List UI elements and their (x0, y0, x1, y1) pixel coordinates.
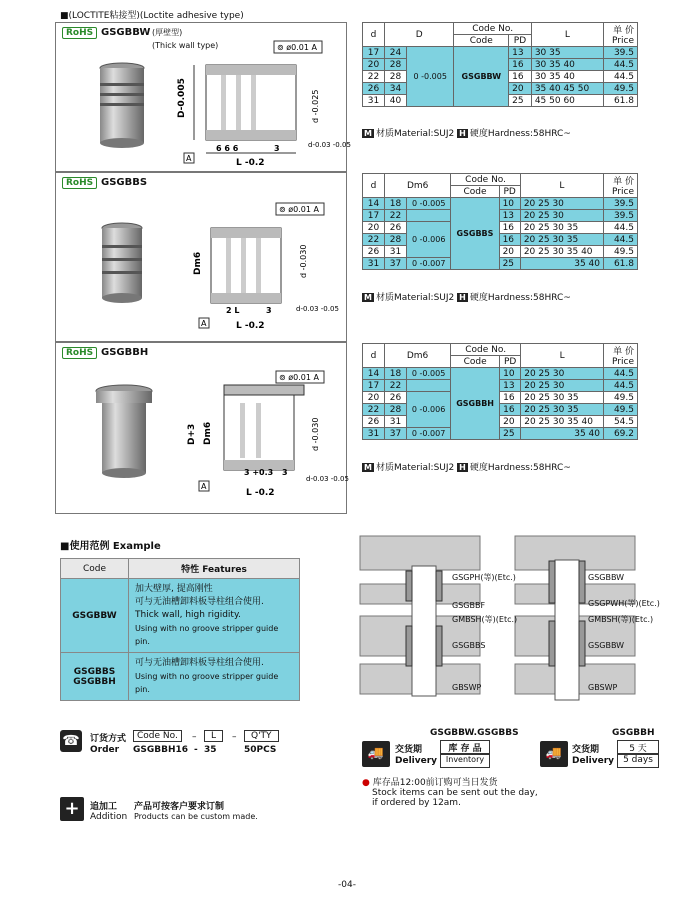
col-Dm: Dm6 (385, 344, 451, 368)
cell-pd: 16 (500, 404, 521, 416)
cell-pd: 16 (499, 222, 520, 234)
svg-text:⊚ ø0.01 A: ⊚ ø0.01 A (277, 43, 317, 52)
cell-D: 40 (385, 95, 407, 107)
price-cn: 单 价 (613, 347, 634, 357)
delivery1-label-en: Delivery (395, 756, 438, 766)
cell-D: 26 (385, 222, 407, 234)
svg-text:A: A (201, 482, 207, 491)
cell-pd: 25 (499, 258, 520, 270)
product-panel-gsgbbs (55, 172, 347, 342)
col-L: L (521, 344, 604, 368)
delivery2-value-cn: 5 天 (617, 740, 659, 754)
phone-icon: ☎ (60, 730, 82, 752)
col-code-no: Code No. (454, 23, 531, 35)
cell-D: 18 (385, 368, 407, 380)
col-price (604, 344, 638, 368)
material-note-1: M 材质Material:SUJ2 H 硬度Hardness:58HRC~ (364, 129, 571, 139)
cell-L: 20 25 30 35 (520, 222, 603, 234)
cell-pd: 25 (509, 95, 532, 107)
addition-text-cn: 产品可按客户要求订制 (134, 802, 225, 812)
price-cn: 单 价 (613, 26, 634, 36)
cell-price: 44.5 (604, 234, 638, 246)
feature-line: Using with no groove stripper guide pin. (135, 672, 279, 694)
feature-line: 加大壁厚, 提高刚性 (135, 584, 213, 594)
cell-D: 31 (385, 416, 407, 428)
cell-d: 17 (363, 47, 385, 59)
price-en: Price (612, 357, 634, 367)
price-en: Price (612, 36, 634, 46)
cell-tol: 0 -0.005 (407, 198, 451, 210)
feature-line: 可与无油槽卸料板导柱组合使用. (135, 597, 264, 607)
svg-text:3: 3 (282, 468, 288, 477)
cell-price: 49.5 (604, 83, 638, 95)
cell-pd: 16 (509, 71, 532, 83)
hardness-text: 硬度Hardness:58HRC~ (469, 293, 571, 303)
cell-L: 30 35 40 (531, 59, 603, 71)
product-code: GSGBBW (101, 27, 151, 38)
delivery1-value-en: Inventory (440, 754, 490, 768)
cell-pd: 10 (499, 198, 520, 210)
col-pd: PD (500, 356, 521, 368)
cell-d: 26 (363, 246, 385, 258)
cell-D: 28 (385, 71, 407, 83)
cell-L: 20 25 30 (520, 198, 603, 210)
col-pd: PD (499, 186, 520, 198)
stock-note-line3: if ordered by 12am. (372, 798, 461, 808)
cell-L: 35 40 (521, 428, 604, 440)
cell-L: 20 25 30 35 (520, 234, 603, 246)
svg-text:3: 3 (274, 144, 280, 153)
cell-code: GSGBBH (451, 368, 500, 440)
cell-pd: 13 (500, 380, 521, 392)
col-d: d (363, 174, 385, 198)
rohs-badge: RoHS (62, 27, 97, 39)
cell-L: 30 35 (531, 47, 603, 59)
spec-table-gsgbbh (362, 343, 638, 440)
header-note: ■(LOCTITE粘接型)(Loctite adhesive type) (60, 11, 244, 21)
feature-desc (129, 653, 300, 701)
cell-price: 44.5 (604, 222, 638, 234)
cell-D: 34 (385, 83, 407, 95)
cell-D: 24 (385, 47, 407, 59)
cell-d: 31 (363, 95, 385, 107)
svg-text:d -0.030: d -0.030 (299, 244, 308, 278)
material-text: 材质Material:SUJ2 (375, 293, 455, 303)
svg-text:d-0.03 -0.05: d-0.03 -0.05 (306, 475, 349, 483)
col-d: d (363, 344, 385, 368)
material-text: 材质Material:SUJ2 (375, 463, 455, 473)
svg-text:Dm6: Dm6 (193, 251, 203, 275)
material-note-2: M 材质Material:SUJ2 H 硬度Hardness:58HRC~ (364, 293, 571, 303)
product-panel-gsgbbw (55, 22, 351, 172)
order-example-code: GSGBBH16 (133, 745, 189, 755)
svg-text:⊚ ø0.01 A: ⊚ ø0.01 A (279, 373, 319, 382)
order-example-qty: 50PCS (244, 745, 277, 755)
cell-D: 37 (385, 428, 407, 440)
stock-note-line1: 库存品12:00前订购可当日发货 (372, 778, 498, 788)
col-D: D (385, 23, 454, 47)
cell-D: 28 (385, 59, 407, 71)
cell-L: 20 25 30 35 40 (520, 246, 603, 258)
bushing-drawing (56, 343, 349, 513)
svg-text:6 6 6: 6 6 6 (216, 144, 239, 153)
feature-code-1: GSGBBS (73, 666, 116, 677)
cell-d: 20 (363, 59, 385, 71)
col-code-no: Code No. (451, 174, 520, 186)
cell-D: 18 (385, 198, 407, 210)
stock-note-line2: Stock items can be sent out the day, (372, 788, 538, 798)
label-gsgbbw-top: GSGBBW (588, 573, 625, 582)
truck-icon: 🚚 (540, 741, 568, 767)
col-code: Code (451, 186, 499, 198)
cell-pd: 16 (500, 392, 521, 404)
cell-d: 22 (363, 71, 385, 83)
product-panel-gsgbbh (55, 342, 347, 514)
label-gbswp: GBSWP (452, 683, 482, 692)
delivery2-label-cn: 交货期 (572, 745, 600, 755)
cell-pd: 10 (500, 368, 521, 380)
label-gsgbbs: GSGBBS (452, 641, 486, 650)
cell-price: 69.2 (604, 428, 638, 440)
order-example-l: 35 (204, 745, 217, 755)
cell-L: 20 25 30 (521, 368, 604, 380)
label-gsgpwh: GSGPWH(等)(Etc.) (588, 599, 660, 608)
addition-label-en: Addition (90, 812, 128, 822)
order-box-code: Code No. (133, 730, 182, 742)
delivery1-value-cn: 库 存 品 (440, 740, 490, 754)
feature-line: Using with no groove stripper guide pin. (135, 624, 279, 646)
svg-text:L -0.2: L -0.2 (236, 321, 265, 331)
svg-text:⊚ ø0.01 A: ⊚ ø0.01 A (279, 205, 319, 214)
svg-text:d -0.025: d -0.025 (311, 89, 320, 123)
cell-price: 49.5 (604, 246, 638, 258)
cell-L: 20 25 30 (521, 380, 604, 392)
material-text: 材质Material:SUJ2 (375, 129, 455, 139)
cell-D: 31 (385, 246, 407, 258)
col-L: L (531, 23, 603, 47)
svg-text:D-0.005: D-0.005 (177, 78, 187, 118)
cell-tol (407, 380, 451, 392)
cell-tol: 0 -0.006 (407, 392, 451, 428)
features-table (60, 558, 300, 701)
cell-d: 17 (363, 380, 385, 392)
col-pd: PD (509, 35, 532, 47)
delivery2-title: GSGBBH (612, 728, 655, 738)
cell-L: 20 25 30 35 (521, 404, 604, 416)
cell-price: 39.5 (604, 47, 638, 59)
delivery1-label-cn: 交货期 (395, 745, 423, 755)
cell-pd: 13 (509, 47, 532, 59)
product-code: GSGBBS (101, 177, 148, 188)
col-price (604, 23, 638, 47)
cell-L: 35 40 (520, 258, 603, 270)
hardness-text: 硬度Hardness:58HRC~ (469, 463, 571, 473)
svg-text:d-0.03 -0.05: d-0.03 -0.05 (296, 305, 339, 313)
material-note-3: M 材质Material:SUJ2 H 硬度Hardness:58HRC~ (364, 463, 571, 473)
product-subtitle: (厚壁型) (152, 28, 183, 37)
cell-d: 22 (363, 234, 385, 246)
cell-tol (407, 210, 451, 222)
price-cn: 单 价 (613, 177, 634, 187)
product-subtitle-en: (Thick wall type) (152, 41, 219, 50)
cell-d: 14 (363, 198, 385, 210)
cell-pd: 13 (499, 210, 520, 222)
price-en: Price (612, 187, 634, 197)
order-box-qty: Q'TY (244, 730, 279, 742)
cell-pd: 25 (500, 428, 521, 440)
cell-L: 45 50 60 (531, 95, 603, 107)
spec-table-gsgbbw (362, 22, 638, 107)
cell-price: 61.8 (604, 258, 638, 270)
svg-text:L -0.2: L -0.2 (236, 158, 265, 168)
addition-label-cn: 追加工 (90, 802, 118, 812)
section-title: ■使用范例 Example (60, 541, 161, 552)
cell-pd: 20 (509, 83, 532, 95)
svg-text:3: 3 (266, 306, 272, 315)
delivery2-value-en: 5 days (617, 754, 659, 768)
cell-L: 20 25 30 35 40 (521, 416, 604, 428)
col-features: 特性 Features (129, 559, 300, 579)
order-label-en: Order (90, 745, 120, 755)
cell-price: 49.5 (604, 404, 638, 416)
cell-d: 22 (363, 404, 385, 416)
cell-d: 26 (363, 83, 385, 95)
cell-D: 26 (385, 392, 407, 404)
cell-D: 22 (385, 210, 407, 222)
cell-D: 28 (385, 234, 407, 246)
cell-price: 44.5 (604, 71, 638, 83)
svg-text:d-0.03 -0.05: d-0.03 -0.05 (308, 141, 351, 149)
cell-tol: 0 -0.005 (407, 368, 451, 380)
cell-d: 31 (363, 428, 385, 440)
svg-text:A: A (186, 154, 192, 163)
svg-text:3 +0.3: 3 +0.3 (244, 468, 274, 477)
cell-D: 37 (385, 258, 407, 270)
rohs-badge: RoHS (62, 177, 97, 189)
feature-code: GSGBBW (61, 579, 129, 653)
cell-pd: 20 (499, 246, 520, 258)
order-label-cn: 订货方式 (90, 734, 127, 744)
truck-icon: 🚚 (362, 741, 390, 767)
spec-table-gsgbbs (362, 173, 638, 270)
cell-tol: 0 -0.007 (407, 258, 451, 270)
product-code: GSGBBH (101, 347, 149, 358)
cell-L: 35 40 45 50 (531, 83, 603, 95)
cell-d: 26 (363, 416, 385, 428)
col-code: Code (61, 559, 129, 579)
delivery2-label-en: Delivery (572, 756, 615, 766)
order-box-l: L (204, 730, 223, 742)
delivery1-title: GSGBBW.GSGBBS (430, 728, 519, 738)
svg-text:Dm6: Dm6 (203, 421, 213, 445)
cell-code: GSGBBW (454, 47, 509, 107)
cell-pd: 16 (499, 234, 520, 246)
cell-code: GSGBBS (451, 198, 499, 270)
cell-d: 31 (363, 258, 385, 270)
feature-line: Thick wall, high rigidity. (135, 610, 241, 620)
col-d: d (363, 23, 385, 47)
cell-D: 28 (385, 404, 407, 416)
cell-tol: 0 -0.005 (407, 47, 454, 107)
bushing-drawing (56, 173, 346, 341)
cell-L: 30 35 40 (531, 71, 603, 83)
feature-line: 可与无油槽卸料板导柱组合使用. (135, 658, 264, 668)
label-gsgph: GSGPH(等)(Etc.) (452, 573, 516, 582)
col-L: L (520, 174, 603, 198)
label-gmbsh: GMBSH(等)(Etc.) (452, 615, 518, 624)
col-code: Code (454, 35, 509, 47)
col-Dm: Dm6 (385, 174, 451, 198)
feature-code-2: GSGBBH (73, 676, 116, 687)
cell-d: 20 (363, 222, 385, 234)
cell-d: 17 (363, 210, 385, 222)
alert-icon: ● (362, 778, 370, 788)
plus-icon: + (60, 797, 84, 821)
col-price (604, 174, 638, 198)
cell-price: 54.5 (604, 416, 638, 428)
assembly-diagram (360, 536, 680, 706)
label-gsgbbf: GSGBBF (452, 601, 486, 610)
cell-d: 20 (363, 392, 385, 404)
cell-price: 44.5 (604, 59, 638, 71)
hardness-text: 硬度Hardness:58HRC~ (469, 129, 571, 139)
stock-note (362, 775, 538, 808)
addition-text-en: Products can be custom made. (134, 812, 258, 821)
cell-pd: 20 (500, 416, 521, 428)
cell-price: 44.5 (604, 368, 638, 380)
feature-code (61, 653, 129, 701)
svg-text:2 L: 2 L (226, 306, 240, 315)
cell-tol: 0 -0.006 (407, 222, 451, 258)
col-code: Code (451, 356, 500, 368)
feature-desc (129, 579, 300, 653)
cell-price: 39.5 (604, 210, 638, 222)
svg-text:D+3: D+3 (187, 423, 197, 445)
svg-text:d -0.030: d -0.030 (311, 417, 320, 451)
cell-L: 20 25 30 35 (521, 392, 604, 404)
cell-L: 20 25 30 (520, 210, 603, 222)
cell-pd: 16 (509, 59, 532, 71)
cell-d: 14 (363, 368, 385, 380)
rohs-badge: RoHS (62, 347, 97, 359)
col-code-no: Code No. (451, 344, 521, 356)
label-gmbsh-right: GMBSH(等)(Etc.) (588, 615, 654, 624)
order-example-dash: - (194, 745, 198, 755)
cell-price: 61.8 (604, 95, 638, 107)
svg-text:A: A (201, 319, 207, 328)
label-gbswp-right: GBSWP (588, 683, 618, 692)
bushing-drawing (56, 23, 351, 171)
page-number: -04- (338, 880, 356, 890)
label-gsgbbw-bottom: GSGBBW (588, 641, 625, 650)
cell-D: 22 (385, 380, 407, 392)
svg-text:L -0.2: L -0.2 (246, 488, 275, 498)
cell-price: 49.5 (604, 392, 638, 404)
cell-price: 44.5 (604, 380, 638, 392)
cell-price: 39.5 (604, 198, 638, 210)
cell-tol: 0 -0.007 (407, 428, 451, 440)
